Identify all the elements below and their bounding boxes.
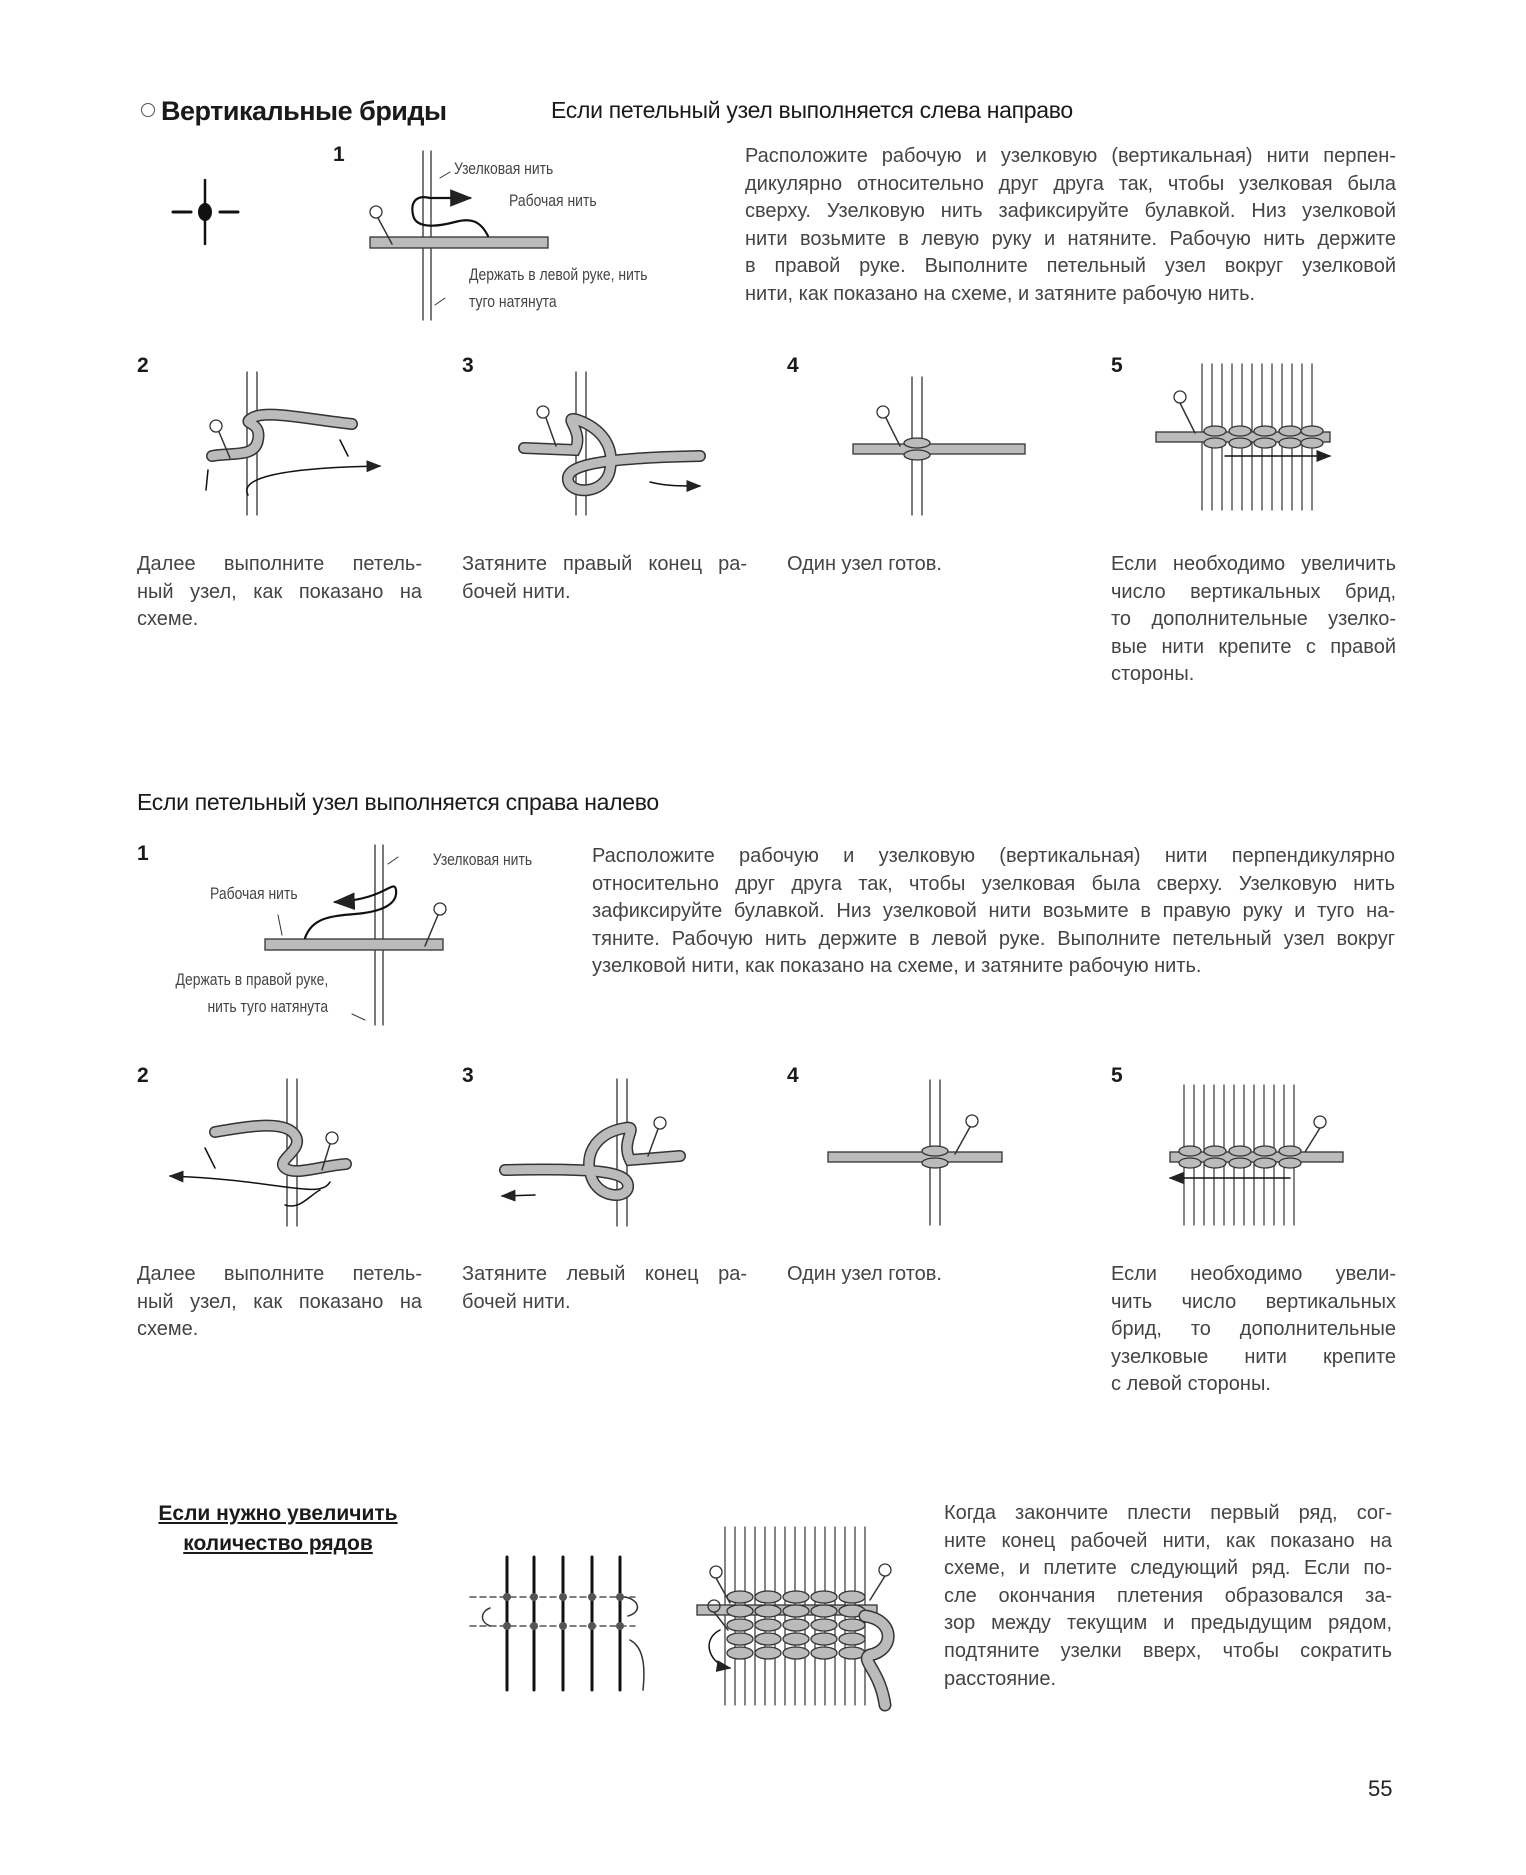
- knot: [811, 1605, 837, 1617]
- diagram-1-step2: [206, 372, 380, 515]
- label-working-thread-2: Рабочая нить: [210, 884, 298, 903]
- text-line: тяните. Рабочую нить держите в левой руке. Выполните петельный узел вокруг: [592, 927, 1395, 950]
- knot: [783, 1633, 809, 1645]
- knot: [755, 1619, 781, 1631]
- text-line: чить число вертикальных: [1111, 1290, 1396, 1313]
- text-line: стороны.: [1111, 663, 1195, 686]
- knot: [727, 1633, 753, 1645]
- text-line: Расположите рабочую и узелковую (вертикальная) нити перпендикулярно: [592, 845, 1395, 867]
- part1-step4-number: 4: [787, 354, 799, 377]
- knot: [1229, 438, 1251, 448]
- knot: [1179, 1158, 1201, 1168]
- diagram-1-step4: [853, 377, 1025, 515]
- pin-needle: [716, 1578, 730, 1603]
- arrow-icon: [709, 1630, 730, 1668]
- knot: [1301, 426, 1323, 436]
- text-line: схеме, и плетите следующий ряд. Если по-: [944, 1557, 1392, 1580]
- part1-step3-text: [462, 551, 747, 606]
- pin-icon: [1174, 391, 1186, 403]
- section-title: Вертикальные бриды: [141, 96, 447, 127]
- knot: [755, 1605, 781, 1617]
- text-line: Когда закончите плести первый ряд, сог-: [944, 1502, 1392, 1524]
- text-line: узелковой нити, как показано на схеме, и затяните рабочую нить.: [592, 955, 1202, 978]
- knot: [1229, 426, 1251, 436]
- text-line: сле окончания плетения образовался за-: [944, 1584, 1392, 1607]
- diagram-1-step5: [1156, 364, 1330, 510]
- knot: [1254, 438, 1276, 448]
- knot: [1254, 426, 1276, 436]
- knot: [1279, 438, 1301, 448]
- rows-text: [944, 1500, 1392, 1693]
- rows-knots-diagram: [697, 1527, 891, 1705]
- knot: [755, 1633, 781, 1645]
- text-line: бочей нити.: [462, 580, 571, 603]
- knot: [755, 1647, 781, 1659]
- part2-step1-text: [592, 843, 1395, 981]
- pin-needle: [1305, 1128, 1320, 1152]
- label-hold-2-2: нить туго натянута: [207, 997, 328, 1016]
- diagram-1-step3: [524, 372, 700, 515]
- knot: [1279, 426, 1301, 436]
- knot: [811, 1647, 837, 1659]
- knot: [1229, 1158, 1251, 1168]
- pin-icon: [1314, 1116, 1326, 1128]
- knot: [755, 1591, 781, 1603]
- rows-title: Если нужно увеличить количество рядов: [158, 1502, 398, 1555]
- pin-needle: [1180, 403, 1195, 433]
- part2-step2-text: [137, 1261, 422, 1344]
- diagram-2-step4: [828, 1080, 1002, 1225]
- text-line: Если необходимо увеличить: [1111, 553, 1396, 575]
- part1-step1-text: [745, 143, 1396, 309]
- knot: [1301, 438, 1323, 448]
- knot: [1204, 1146, 1226, 1156]
- text-line: относительно друг друга так, чтобы узелковая была сверху. Узелковую нить: [592, 872, 1395, 895]
- part2-step4-number: 4: [787, 1064, 799, 1087]
- part2-step3-number: 3: [462, 1064, 474, 1087]
- knot: [839, 1633, 865, 1645]
- part2-step2-number: 2: [137, 1064, 149, 1087]
- text-line: нити, как показано на схеме, и затяните рабочую нить.: [745, 282, 1256, 305]
- part1-title: Если петельный узел выполняется слева направо: [551, 97, 1073, 123]
- turn-curve: [625, 1597, 644, 1690]
- text-line: зафиксируйте булавкой. Низ узелковой нити возьмите в правую руку и туго на-: [592, 900, 1395, 923]
- diagram-2-step3: [502, 1079, 680, 1226]
- knot: [1279, 1158, 1301, 1168]
- part2-step5-text: [1111, 1261, 1396, 1399]
- knot: [727, 1591, 753, 1603]
- text-line: Далее выполните петель-: [137, 1263, 422, 1285]
- knot: [1179, 1146, 1201, 1156]
- text-line: схеме.: [137, 608, 199, 631]
- rows-grid-diagram: [470, 1557, 644, 1690]
- part2-step4-text: [787, 1261, 1007, 1289]
- text-line: Один узел готов.: [787, 553, 942, 575]
- knot: [783, 1591, 809, 1603]
- part1-step2-text: [137, 551, 422, 634]
- text-line: с левой стороны.: [1111, 1373, 1271, 1396]
- text-line: ный узел, как показано на: [137, 580, 422, 603]
- text-line: схеме.: [137, 1318, 199, 1341]
- pin-icon: [710, 1566, 722, 1578]
- part2-step5-number: 5: [1111, 1064, 1123, 1087]
- text-line: сверху. Узелковую нить зафиксируйте булавкой. Низ узелковой: [745, 200, 1396, 223]
- vertical-brida-symbol-icon: [173, 180, 238, 244]
- text-line: зор между текущим и предыдущим рядом,: [944, 1612, 1392, 1635]
- knot: [1204, 1158, 1226, 1168]
- knot: [783, 1605, 809, 1617]
- text-line: Далее выполните петель-: [137, 553, 422, 575]
- turn-curve: [483, 1608, 491, 1626]
- part1-step4-text: [787, 551, 1007, 579]
- page-number: 55: [1368, 1776, 1393, 1801]
- part1-step2-number: 2: [137, 354, 149, 377]
- text-line: дикулярно относительно друг друга так, чтобы узелковая была: [745, 172, 1396, 195]
- label-hold-2: туго натянута: [469, 292, 557, 311]
- knot: [1254, 1158, 1276, 1168]
- diagram-2-step2: [170, 1079, 346, 1226]
- text-line: Один узел готов.: [787, 1263, 942, 1285]
- label-working-thread: Рабочая нить: [509, 191, 597, 210]
- text-line: подтяните узелки вверх, чтобы сократить: [944, 1639, 1392, 1662]
- text-line: то дополнительные узелко-: [1111, 608, 1396, 631]
- text-line: ный узел, как показано на: [137, 1290, 422, 1313]
- label-hold-1: Держать в левой руке, нить: [469, 265, 648, 284]
- text-line: число вертикальных брид,: [1111, 580, 1396, 603]
- text-line: нити возьмите в левую руку и натяните. Рабочую нить держите: [745, 227, 1396, 250]
- part2-step3-text: [462, 1261, 747, 1316]
- knot: [1204, 438, 1226, 448]
- part1-step5-number: 5: [1111, 354, 1123, 377]
- text-line: Расположите рабочую и узелковую (вертикальная) нити перпен-: [745, 145, 1396, 167]
- knot: [811, 1591, 837, 1603]
- knot: [783, 1647, 809, 1659]
- pin-icon: [879, 1564, 891, 1576]
- part1-step5-text: [1111, 551, 1396, 689]
- diagram-2-step5: [1170, 1085, 1343, 1225]
- text-line: брид, то дополнительные: [1111, 1318, 1396, 1341]
- text-line: Затяните правый конец ра-: [462, 553, 747, 575]
- knot: [1279, 1146, 1301, 1156]
- pin-needle: [870, 1576, 885, 1600]
- text-line: ните конец рабочей нити, как показано на: [944, 1529, 1392, 1552]
- part2-title: Если петельный узел выполняется справа налево: [137, 789, 659, 815]
- knot: [727, 1619, 753, 1631]
- knot: [811, 1633, 837, 1645]
- label-knot-thread: Узелковая нить: [454, 159, 554, 178]
- text-line: бочей нити.: [462, 1290, 571, 1313]
- knot: [727, 1647, 753, 1659]
- text-line: Если необходимо увели-: [1111, 1263, 1396, 1285]
- label-knot-thread-2: Узелковая нить: [432, 850, 532, 869]
- bullet-circle-icon: [141, 103, 155, 117]
- part2-step1-number: 1: [137, 842, 149, 865]
- knot: [1204, 426, 1226, 436]
- knot: [1229, 1146, 1251, 1156]
- knot: [811, 1619, 837, 1631]
- knot: [839, 1591, 865, 1603]
- text-line: вые нити крепите с правой: [1111, 635, 1396, 658]
- part1-step3-number: 3: [462, 354, 474, 377]
- text-line: узелковые нити крепите: [1111, 1345, 1396, 1368]
- knot: [783, 1619, 809, 1631]
- text-line: Затяните левый конец ра-: [462, 1263, 747, 1285]
- text-line: расстояние.: [944, 1667, 1057, 1690]
- knot: [1254, 1146, 1276, 1156]
- knot: [727, 1605, 753, 1617]
- label-hold-2-1: Держать в правой руке,: [175, 970, 328, 989]
- part1-step1-number: 1: [333, 143, 345, 166]
- text-line: в правой руке. Выполните петельный узел вокруг узелковой: [745, 255, 1396, 278]
